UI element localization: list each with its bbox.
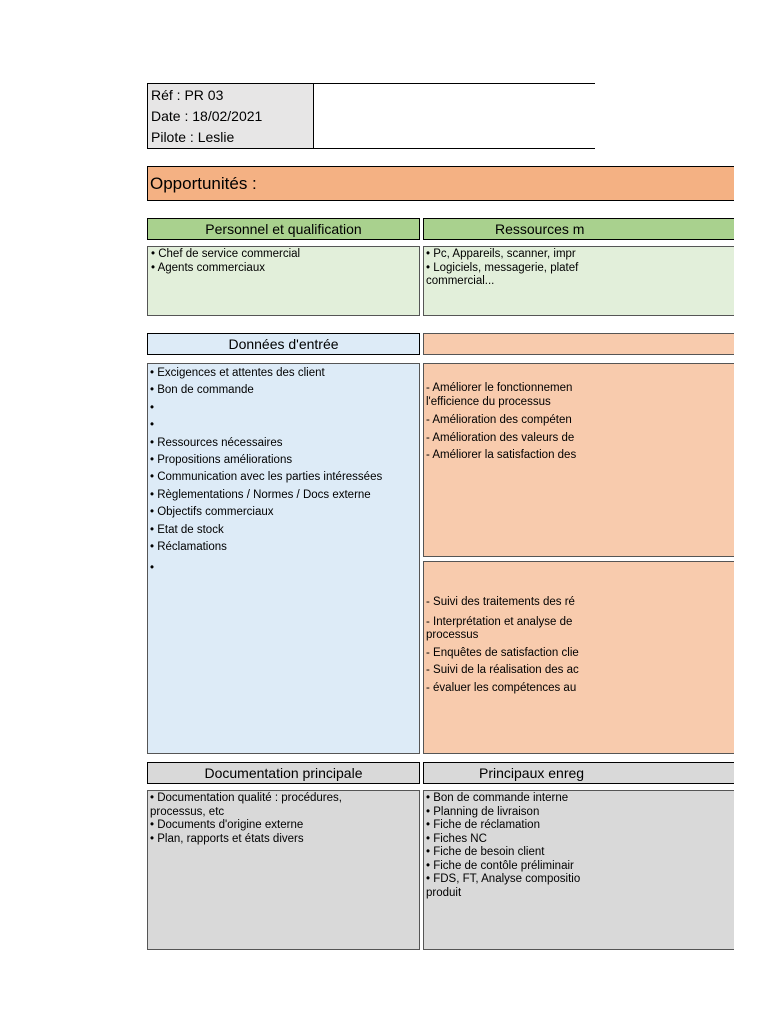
list-item: - évaluer les compétences au: [426, 681, 577, 694]
personnel-box: [147, 246, 420, 316]
list-item: • Règlementations / Normes / Docs externe: [150, 488, 371, 501]
list-item: • Fiches NC: [426, 832, 487, 845]
list-item: • Logiciels, messagerie, platef: [426, 261, 579, 274]
list-item: • Réclamations: [150, 541, 227, 554]
list-item: • Pc, Appareils, scanner, impr: [426, 248, 576, 260]
list-item: • Plan, rapports et états divers: [150, 832, 304, 845]
list-item: • Bon de commande interne: [426, 792, 569, 804]
list-item: • Fiche de contôle préliminair: [426, 859, 574, 872]
list-item: • Objectifs commerciaux: [150, 506, 274, 519]
header-info-box: [147, 83, 314, 149]
list-item: • Planning de livraison: [426, 805, 540, 818]
header-title-box: [313, 83, 595, 149]
list-item: • Excigences et attentes des client: [150, 367, 325, 379]
ref-label: Réf : PR 03: [151, 87, 224, 103]
list-item: - Améliorer le fonctionnemen: [426, 382, 573, 394]
donnees-box: [147, 363, 420, 754]
list-item: • FDS, FT, Analyse compositio: [426, 873, 581, 885]
list-item: l'efficience du processus: [426, 395, 551, 408]
list-item: • Documentation qualité : procédures,: [150, 792, 342, 804]
list-item: - Suivi des traitements des ré: [426, 596, 575, 608]
opportunites-label: Opportunités :: [150, 173, 257, 193]
list-item: • Documents d'origine externe: [150, 819, 304, 831]
list-item: • Fiche de réclamation: [426, 819, 540, 831]
enregistrements-box: [423, 790, 734, 950]
list-item: •: [150, 401, 155, 414]
list-item: commercial...: [426, 275, 495, 287]
opportunites-bar: [147, 166, 734, 201]
ressources-box: [423, 246, 734, 316]
list-item: • Bon de commande: [150, 384, 254, 397]
personnel-header: Personnel et qualification: [147, 218, 420, 240]
ressources-header: [423, 218, 734, 240]
list-item: - Enquêtes de satisfaction clie: [426, 646, 579, 659]
list-item: • Fiche de besoin client: [426, 846, 545, 858]
list-item: processus: [426, 629, 479, 641]
list-item: - Amélioration des valeurs de: [426, 431, 575, 444]
list-item: • Propositions améliorations: [150, 454, 293, 467]
enregistrements-title: Principaux enreg: [479, 765, 585, 781]
list-item: • Communication avec les parties intéressées: [150, 471, 383, 484]
list-item: •: [150, 419, 155, 432]
pilote-label: Pilote : Leslie: [151, 129, 235, 145]
objectifs-box: [423, 363, 734, 557]
list-item: • Agents commerciaux: [151, 261, 265, 274]
list-item: - Améliorer la satisfaction des: [426, 449, 577, 461]
list-item: - Suivi de la réalisation des ac: [426, 664, 579, 676]
list-item: produit: [426, 886, 462, 899]
documentation-box: [147, 790, 420, 950]
orange-header-blank: [423, 333, 734, 355]
list-item: •: [150, 562, 155, 575]
list-item: processus, etc: [150, 805, 225, 818]
list-item: • Ressources nécessaires: [150, 436, 283, 449]
list-item: - Interprétation et analyse de: [426, 615, 573, 628]
list-item: - Amélioration des compéten: [426, 414, 572, 426]
list-item: • Etat de stock: [150, 523, 224, 536]
donnees-header: Données d'entrée: [147, 333, 420, 355]
suivi-box: [423, 561, 734, 754]
documentation-header: Documentation principale: [147, 762, 420, 784]
date-label: Date : 18/02/2021: [151, 108, 263, 124]
list-item: • Chef de service commercial: [151, 248, 301, 260]
ressources-title: Ressources m: [495, 221, 585, 237]
enregistrements-header: [423, 762, 734, 784]
